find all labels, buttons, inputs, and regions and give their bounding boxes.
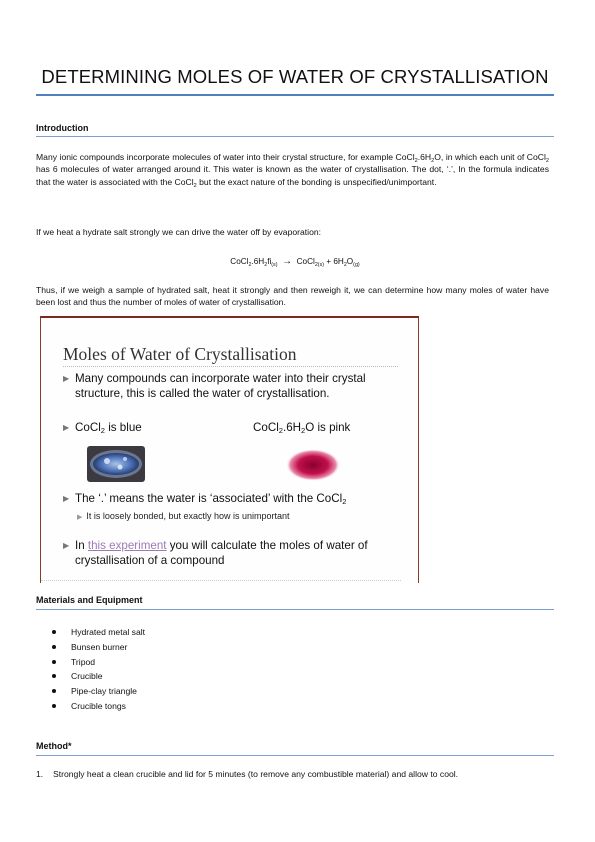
bullet-arrow-icon: ▶ [63,494,70,503]
introduction-heading: Introduction [36,123,89,133]
introduction-paragraph-2: If we heat a hydrate salt strongly we can drive the water off by evaporation: [36,227,322,237]
slide-title-divider [63,366,398,367]
title-underline [36,94,554,96]
slide-bottom-divider [41,580,401,581]
method-heading: Method* [36,741,72,751]
bullet-dot-icon [52,645,56,649]
dehydration-equation: $CoCl_2.6H_2fi_{(s)}$ → CoCl$_{2(s)}$ + $6H_2O_{(g)}$ [230,256,360,268]
list-item: Crucible tongs [52,699,145,714]
slide-image [40,316,419,583]
method-step-1: 1. Strongly heat a clean crucible and lid for 5 minutes (to remove any combustible material) and allow to cool. [36,769,459,779]
sub-bullet-arrow-icon: ▶ [77,514,83,521]
slide-bullet-3: ▶ The ‘.’ means the water is ‘associated’ with the CoCl$_2$ [63,492,347,506]
introduction-paragraph-3: Thus, if we weigh a sample of hydrated salt, heat it strongly and then reweigh it, we can determine how many moles of water have been lost and thus the number of moles of water of crystallisation. [36,285,549,308]
list-item: Pipe-clay triangle [52,684,145,699]
introduction-paragraph-1: Many ionic compounds incorporate molecules of water into their crystal structure, for example $CoCl_2.6H_2O$, in which each unit of CoCl$_2$ has 6 molecules of water arranged around it. This water is known as the water of crystallisation. The dot, ‘.’, In the formula indicates that the water is associated with the CoCl$_2$ but the exact nature of the bonding is unspecified/unimportant. [36,152,549,189]
slide-title: Moles of Water of Crystallisation [63,344,297,364]
bullet-dot-icon [52,689,56,693]
list-item: Tripod [52,655,145,670]
materials-rule [36,609,554,610]
bullet-dot-icon [52,704,56,708]
experiment-link[interactable]: this experiment [87,539,167,552]
list-item: Crucible [52,669,145,684]
bullet-dot-icon [52,674,56,678]
materials-list [52,625,145,714]
bullet-arrow-icon: ▶ [63,374,70,383]
slide-bullet-4: ▶ In this experiment you will calculate the moles of water of crystallisation of a compound [63,539,368,567]
list-item: Hydrated metal salt [52,625,145,640]
method-rule [36,755,554,756]
bullet-arrow-icon: ▶ [63,541,70,550]
slide-hydrate-label: $CoCl_2.6H_2O$ is pink [253,421,351,435]
anhydrous-cobalt-chloride-image [87,446,145,482]
introduction-rule [36,136,554,137]
slide-bullet-1: ▶ Many compounds can incorporate water into their crystal structure, this is called the water of crystallisation. [63,372,366,400]
list-item: Bunsen burner [52,640,145,655]
bullet-dot-icon [52,630,56,634]
hydrated-cobalt-chloride-image [285,448,341,482]
bullet-arrow-icon: ▶ [63,423,70,432]
bullet-dot-icon [52,660,56,664]
slide-bullet-2: ▶ CoCl$_2$ is blue [63,421,142,435]
slide-sub-bullet: ▶ It is loosely bonded, but exactly how is unimportant [77,511,290,521]
materials-heading: Materials and Equipment [36,595,143,605]
page-title: DETERMINING MOLES OF WATER OF CRYSTALLISATION [41,66,549,87]
